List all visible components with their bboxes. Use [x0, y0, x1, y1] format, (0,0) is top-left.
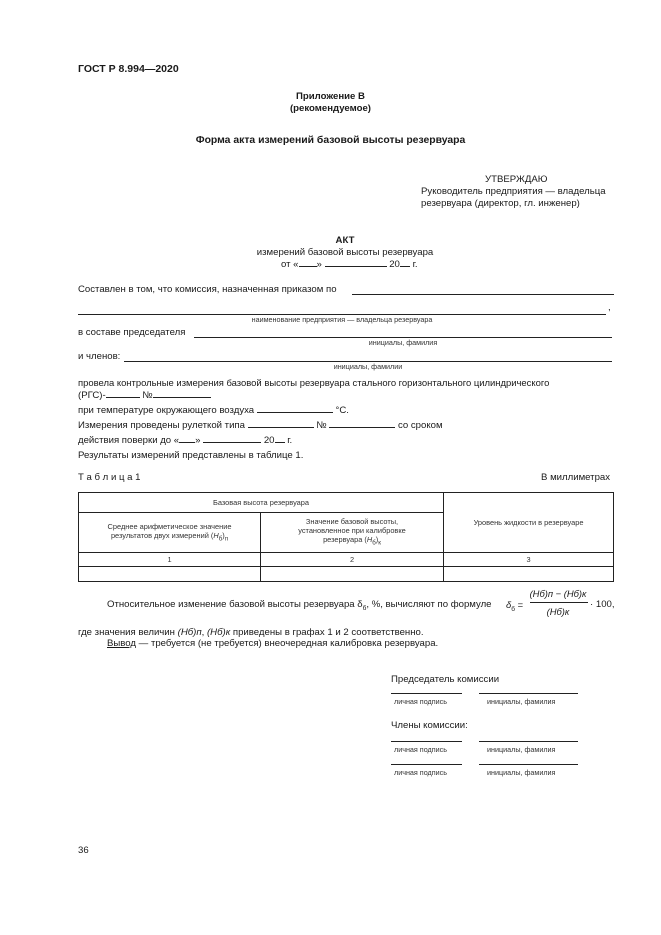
- caption-chair: инициалы, фамилия: [368, 338, 438, 347]
- member2-name-caption: инициалы, фамилия: [487, 768, 556, 777]
- appendix-title: Приложение В: [296, 91, 365, 102]
- chair-signature-field[interactable]: [391, 693, 462, 694]
- act-title: АКТ: [335, 235, 355, 246]
- col-number-1: 1: [79, 553, 261, 567]
- members-label: и членов:: [78, 351, 121, 362]
- member1-name-field[interactable]: [479, 741, 578, 742]
- fraction-bar: [530, 602, 588, 603]
- chair-name-caption: инициалы, фамилия: [487, 697, 556, 706]
- temperature-line: при температуре окружающего воздуха °С.: [78, 405, 349, 416]
- formula-lhs: $\delta_б$ =: [506, 599, 524, 613]
- approval-line-2: резервуара (директор, гл. инженер): [421, 198, 580, 209]
- member1-sig-caption: личная подпись: [394, 745, 447, 754]
- header-col-1: Среднее арифметическое значение результатов двух измерений $(H_б)_п$: [79, 513, 261, 553]
- col-number-2: 2: [261, 553, 444, 567]
- comma: ,: [608, 302, 611, 313]
- formula-multiplier: · 100,: [590, 599, 615, 610]
- caption-members: инициалы, фамилии: [333, 362, 403, 371]
- rgs-line: (РГС)- №: [78, 390, 211, 402]
- formula-text: Относительное изменение базовой высоты резервуара $\delta_б$, %, вычисляют по формуле: [107, 599, 492, 612]
- cell-avg-value[interactable]: [79, 567, 261, 582]
- body-line-1: Составлен в том, что комиссия, назначенная приказом по: [78, 284, 337, 295]
- act-date: от « » 20 г.: [281, 259, 418, 270]
- caption-enterprise: наименование предприятия — владельца резервуара: [251, 315, 433, 324]
- appendix-subtitle: (рекомендуемое): [289, 103, 371, 114]
- results-line: Результаты измерений представлены в таблице 1.: [78, 450, 304, 461]
- cell-liquid-level[interactable]: [444, 567, 614, 582]
- col-number-3: 3: [444, 553, 614, 567]
- formula-denominator: (Hб)к: [546, 606, 570, 617]
- header-liquid-level: Уровень жидкости в резервуаре: [444, 493, 614, 553]
- chair-sig-caption: личная подпись: [394, 697, 447, 706]
- page-number: 36: [78, 845, 89, 856]
- chair-title: Председатель комиссии: [391, 674, 500, 685]
- header-col-2: Значение базовой высоты, установленное при калибровке резервуара $(H_б)_к$: [261, 513, 444, 553]
- member1-name-caption: инициалы, фамилия: [487, 745, 556, 754]
- verification-line: действия поверки до « » 20 г.: [78, 435, 293, 446]
- table-units: В миллиметрах: [541, 472, 611, 483]
- act-subtitle: измерений базовой высоты резервуара: [256, 247, 434, 258]
- members-title: Члены комиссии:: [391, 720, 468, 731]
- member2-sig-caption: личная подпись: [394, 768, 447, 777]
- tape-line: Измерения проведены рулеткой типа № со сроком: [78, 420, 443, 431]
- measurements-table: [78, 492, 614, 582]
- member2-name-field[interactable]: [479, 764, 578, 765]
- chair-label: в составе председателя: [78, 327, 186, 338]
- approval-line-1: Руководитель предприятия — владельца: [421, 186, 606, 197]
- paragraph-1: провела контрольные измерения базовой высоты резервуара стального горизонтального цилиндрического: [78, 378, 550, 389]
- cell-calibration-value[interactable]: [261, 567, 444, 582]
- header-base-height: Базовая высота резервуара: [79, 493, 444, 513]
- standard-code: ГОСТ Р 8.994—2020: [78, 63, 179, 75]
- approval-label: УТВЕРЖДАЮ: [485, 174, 548, 185]
- where-line: где значения величин (Hб)п, (Hб)к приведены в графах 1 и 2 соответственно.: [78, 627, 424, 638]
- formula-numerator: (Hб)п − (Hб)к: [529, 588, 587, 599]
- table-caption: Т а б л и ц а 1: [78, 472, 141, 483]
- order-field[interactable]: [352, 294, 614, 295]
- chair-name-field[interactable]: [479, 693, 578, 694]
- conclusion-line: Вывод — требуется (не требуется) внеочередная калибровка резервуара.: [107, 638, 439, 649]
- member2-signature-field[interactable]: [391, 764, 462, 765]
- member1-signature-field[interactable]: [391, 741, 462, 742]
- form-title: Форма акта измерений базовой высоты резервуара: [195, 135, 466, 146]
